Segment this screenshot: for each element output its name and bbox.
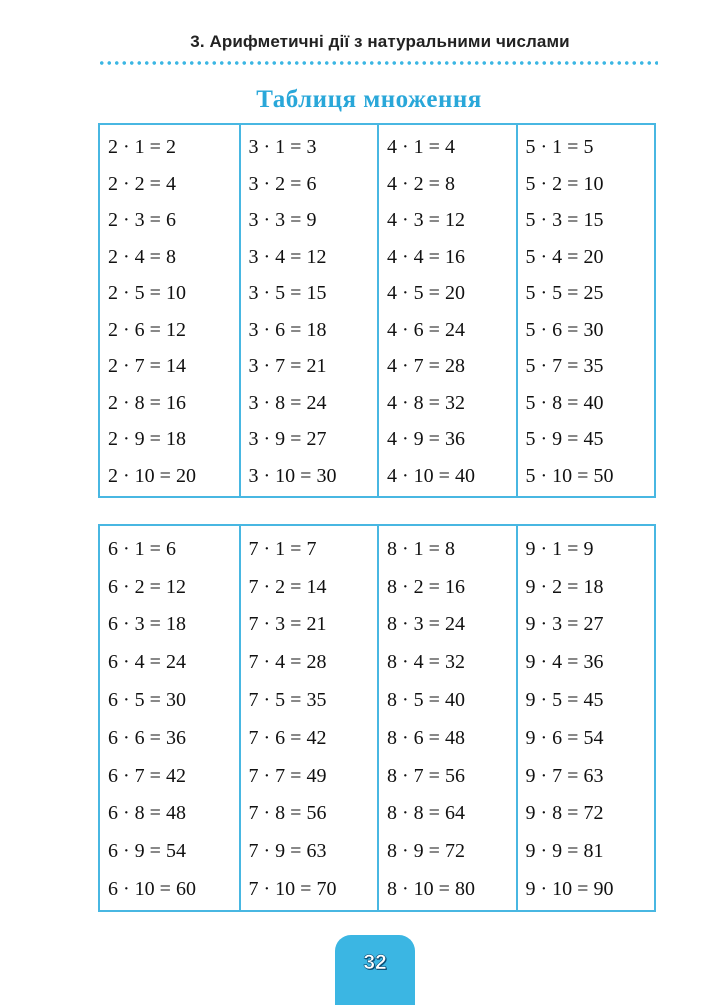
table-cell: 9 · 5 = 45 <box>525 689 604 712</box>
table-column <box>516 125 655 496</box>
table-cell: 6 · 5 = 30 <box>108 689 186 712</box>
table-cell: 7 · 1 = 7 <box>248 537 317 560</box>
table-cell: 8 · 9 = 72 <box>387 840 465 863</box>
table-cell: 9 · 4 = 36 <box>525 651 604 674</box>
table-cell: 7 · 8 = 56 <box>248 802 327 825</box>
page-number: 32 <box>363 951 387 974</box>
table-cell: 5 · 3 = 15 <box>525 209 604 232</box>
table-cell: 4 · 1 = 4 <box>387 136 455 159</box>
table-cell: 9 · 8 = 72 <box>525 802 604 825</box>
table-cell: 8 · 10 = 80 <box>387 878 475 901</box>
table-cell: 4 · 7 = 28 <box>387 355 465 378</box>
table-cell: 5 · 1 = 5 <box>525 136 594 159</box>
table-cell: 9 · 3 = 27 <box>525 613 604 636</box>
table-cell: 2 · 1 = 2 <box>108 136 176 159</box>
dotted-divider <box>98 60 658 66</box>
table-cell: 5 · 9 = 45 <box>525 428 604 451</box>
table-cell: 8 · 6 = 48 <box>387 726 465 749</box>
table-cell: 2 · 5 = 10 <box>108 282 186 305</box>
table-cell: 5 · 8 = 40 <box>525 391 604 414</box>
table-cell: 9 · 7 = 63 <box>525 764 604 787</box>
table-cell: 4 · 3 = 12 <box>387 209 465 232</box>
table-cell: 2 · 9 = 18 <box>108 428 186 451</box>
table-cell: 2 · 3 = 6 <box>108 209 176 232</box>
table-cell: 9 · 2 = 18 <box>525 575 604 598</box>
table-cell: 6 · 10 = 60 <box>108 878 196 901</box>
table-cell: 7 · 10 = 70 <box>248 878 337 901</box>
multiplication-table-6-9 <box>98 524 656 912</box>
table-cell: 3 · 10 = 30 <box>248 464 337 487</box>
table-cell: 5 · 5 = 25 <box>525 282 604 305</box>
table-cell: 7 · 4 = 28 <box>248 651 327 674</box>
table-cell: 3 · 5 = 15 <box>248 282 327 305</box>
table-cell: 5 · 4 = 20 <box>525 245 604 268</box>
table-cell: 6 · 9 = 54 <box>108 840 186 863</box>
table-cell: 2 · 8 = 16 <box>108 391 186 414</box>
table-cell: 3 · 6 = 18 <box>248 318 327 341</box>
table-column <box>100 125 239 496</box>
table-column <box>239 526 378 910</box>
page-title: Таблиця множення <box>256 86 482 113</box>
table-cell: 7 · 2 = 14 <box>248 575 327 598</box>
table-cell: 6 · 8 = 48 <box>108 802 186 825</box>
table-column <box>516 526 655 910</box>
table-cell: 7 · 7 = 49 <box>248 764 327 787</box>
table-column <box>377 526 516 910</box>
table-column <box>100 526 239 910</box>
table-cell: 5 · 10 = 50 <box>525 464 614 487</box>
chapter-header: 3. Арифметичні дії з натуральними числами <box>190 32 570 51</box>
table-cell: 6 · 3 = 18 <box>108 613 186 636</box>
table-cell: 9 · 9 = 81 <box>525 840 604 863</box>
table-cell: 7 · 3 = 21 <box>248 613 327 636</box>
table-cell: 3 · 7 = 21 <box>248 355 327 378</box>
table-cell: 8 · 4 = 32 <box>387 651 465 674</box>
table-cell: 9 · 10 = 90 <box>525 878 614 901</box>
table-cell: 3 · 4 = 12 <box>248 245 327 268</box>
table-cell: 9 · 1 = 9 <box>525 537 594 560</box>
table-cell: 4 · 4 = 16 <box>387 245 465 268</box>
table-cell: 8 · 1 = 8 <box>387 537 455 560</box>
table-cell: 8 · 7 = 56 <box>387 764 465 787</box>
table-cell: 6 · 1 = 6 <box>108 537 176 560</box>
table-cell: 2 · 4 = 8 <box>108 245 176 268</box>
table-cell: 4 · 6 = 24 <box>387 318 465 341</box>
table-cell: 6 · 7 = 42 <box>108 764 186 787</box>
table-cell: 6 · 6 = 36 <box>108 726 186 749</box>
table-cell: 7 · 5 = 35 <box>248 689 327 712</box>
table-column <box>239 125 378 496</box>
table-cell: 8 · 5 = 40 <box>387 689 465 712</box>
page-number-tab <box>335 935 415 1005</box>
table-cell: 2 · 2 = 4 <box>108 172 176 195</box>
table-cell: 3 · 3 = 9 <box>248 209 317 232</box>
table-cell: 4 · 9 = 36 <box>387 428 465 451</box>
table-cell: 6 · 4 = 24 <box>108 651 186 674</box>
table-cell: 2 · 10 = 20 <box>108 464 196 487</box>
table-cell: 3 · 2 = 6 <box>248 172 317 195</box>
table-cell: 5 · 6 = 30 <box>525 318 604 341</box>
table-cell: 7 · 6 = 42 <box>248 726 327 749</box>
table-cell: 7 · 9 = 63 <box>248 840 327 863</box>
table-cell: 2 · 7 = 14 <box>108 355 186 378</box>
multiplication-table-2-5 <box>98 123 656 498</box>
table-cell: 6 · 2 = 12 <box>108 575 186 598</box>
table-cell: 8 · 3 = 24 <box>387 613 465 636</box>
table-cell: 2 · 6 = 12 <box>108 318 186 341</box>
table-cell: 4 · 10 = 40 <box>387 464 475 487</box>
table-cell: 9 · 6 = 54 <box>525 726 604 749</box>
table-cell: 8 · 8 = 64 <box>387 802 465 825</box>
table-column <box>377 125 516 496</box>
table-cell: 3 · 9 = 27 <box>248 428 327 451</box>
table-cell: 5 · 2 = 10 <box>525 172 604 195</box>
table-cell: 4 · 8 = 32 <box>387 391 465 414</box>
table-cell: 3 · 8 = 24 <box>248 391 327 414</box>
table-cell: 4 · 5 = 20 <box>387 282 465 305</box>
table-cell: 3 · 1 = 3 <box>248 136 317 159</box>
table-cell: 4 · 2 = 8 <box>387 172 455 195</box>
table-cell: 5 · 7 = 35 <box>525 355 604 378</box>
table-cell: 8 · 2 = 16 <box>387 575 465 598</box>
